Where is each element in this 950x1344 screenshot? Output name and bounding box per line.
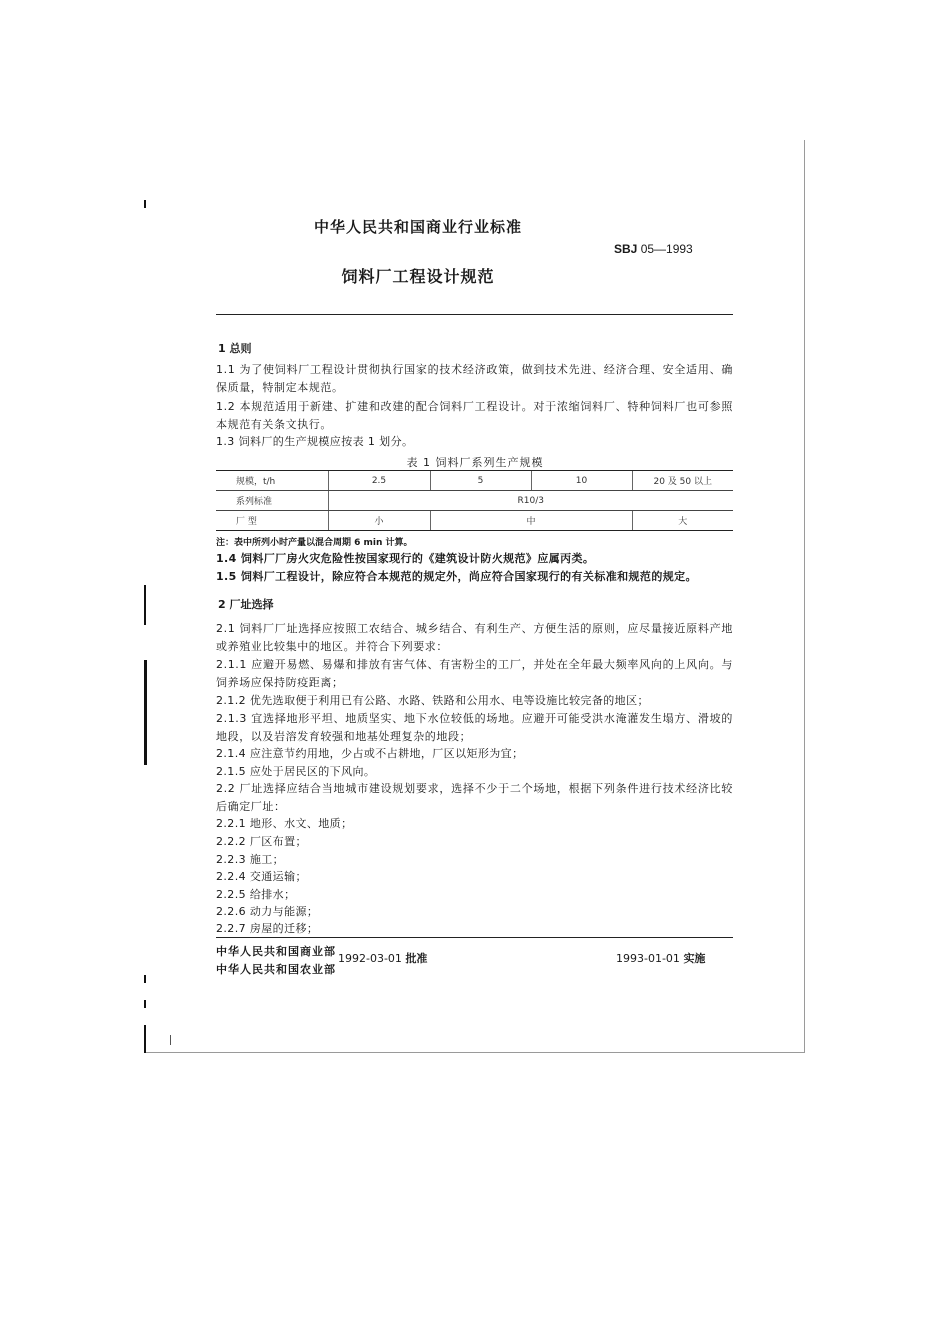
clause-2-1-5: 2.1.5 应处于居民区的下风向。	[216, 765, 376, 778]
clause-1-3: 1.3 饲料厂的生产规模应按表 1 划分。	[216, 435, 414, 448]
scan-edge-mark	[144, 585, 146, 625]
clause-1-4: 1.4 饲料厂厂房火灾危险性按国家现行的《建筑设计防火规范》应属丙类。	[216, 552, 595, 565]
table-row	[216, 511, 733, 531]
clause-1-1: 1.1 为了使饲料厂工程设计贯彻执行国家的技术经济政策，做到技术先进、经济合理、安全适用、确保质量，特制定本规范。	[216, 363, 733, 394]
table-cell: R10/3	[328, 491, 733, 511]
clause-2-2-1: 2.2.1 地形、水文、地质；	[216, 817, 353, 830]
approval-date-value: 1992-03-01	[338, 952, 402, 965]
standard-category-title: 中华人民共和国商业行业标准	[313, 218, 522, 236]
table-cell: 厂 型	[216, 511, 328, 531]
document-title: 饲料厂工程设计规范	[341, 267, 495, 286]
section-2-heading: 2 厂址选择	[218, 598, 274, 611]
footer-divider	[216, 937, 733, 938]
clause-2-2-2: 2.2.2 厂区布置；	[216, 835, 307, 848]
issuer-ministry-agriculture: 中华人民共和国农业部	[216, 963, 336, 976]
section-1-heading: 1 总则	[218, 342, 252, 355]
clause-2-2-5: 2.2.5 给排水；	[216, 888, 296, 901]
approval-date	[338, 950, 427, 966]
clause-1-2: 1.2 本规范适用于新建、扩建和改建的配合饲料厂工程设计。对于浓缩饲料厂、特种饲料厂也可参照本规范有关条文执行。	[216, 400, 733, 431]
table-row	[216, 471, 733, 491]
standard-code-number: 05—1993	[640, 242, 693, 256]
clause-2-2-7: 2.2.7 房屋的迁移；	[216, 922, 319, 935]
clause-2-2-6: 2.2.6 动力与能源；	[216, 905, 319, 918]
table-row	[216, 491, 733, 511]
standard-code	[614, 242, 693, 256]
scan-edge-mark	[145, 1052, 805, 1053]
scan-edge-mark	[144, 660, 147, 765]
header-divider	[216, 314, 733, 315]
scan-edge-mark	[144, 1000, 146, 1008]
scan-edge-mark	[144, 975, 146, 983]
table-cell: 小	[328, 511, 430, 531]
effective-label: 实施	[683, 952, 706, 965]
table-cell: 5	[430, 471, 531, 491]
table-note: 注：表中所列小时产量以混合周期 6 min 计算。	[216, 538, 413, 548]
table-1-caption: 表 1 饲料厂系列生产规模	[406, 456, 544, 469]
clause-2-1-2: 2.1.2 优先选取便于利用已有公路、水路、铁路和公用水、电等设施比较完备的地区；	[216, 694, 649, 707]
effective-date	[616, 950, 705, 966]
table-cell: 20 及 50 以上	[632, 471, 733, 491]
table-cell: 10	[531, 471, 632, 491]
scan-edge-mark	[170, 1035, 171, 1045]
table-cell: 系列标准	[216, 491, 328, 511]
clause-2-1-4: 2.1.4 应注意节约用地，少占或不占耕地，厂区以矩形为宜；	[216, 747, 524, 760]
table-cell: 中	[430, 511, 632, 531]
clause-2-1-3: 2.1.3 宜选择地形平坦、地质坚实、地下水位较低的场地。应避开可能受洪水淹灌发生塌方、滑坡的地段，以及岩溶发育较强和地基处理复杂的地段；	[216, 712, 733, 743]
approval-label: 批准	[405, 952, 428, 965]
scan-edge-mark	[144, 200, 146, 208]
clause-2-1-1: 2.1.1 应避开易燃、易爆和排放有害气体、有害粉尘的工厂，并处在全年最大频率风向的上风向。与饲养场应保持防疫距离；	[216, 658, 733, 689]
scan-edge-mark	[144, 1025, 146, 1053]
clause-2-2-4: 2.2.4 交通运输；	[216, 870, 307, 883]
issuer-ministry-commerce: 中华人民共和国商业部	[216, 945, 336, 958]
clause-2-2-3: 2.2.3 施工；	[216, 853, 285, 866]
clause-2-2: 2.2 厂址选择应结合当地城市建设规划要求，选择不少于二个场地，根据下列条件进行技术经济比较后确定厂址：	[216, 782, 733, 813]
effective-date-value: 1993-01-01	[616, 952, 680, 965]
production-scale-table	[216, 470, 733, 531]
clause-2-1: 2.1 饲料厂厂址选择应按照工农结合、城乡结合、有利生产、方便生活的原则，应尽量接近原料产地或养殖业比较集中的地区。并符合下列要求：	[216, 622, 733, 653]
table-cell: 2.5	[328, 471, 430, 491]
clause-1-5: 1.5 饲料厂工程设计，除应符合本规范的规定外，尚应符合国家现行的有关标准和规范的规定。	[216, 570, 697, 583]
table-cell: 大	[632, 511, 733, 531]
standard-code-prefix: SBJ	[614, 242, 638, 256]
table-cell: 规模，t/h	[216, 471, 328, 491]
